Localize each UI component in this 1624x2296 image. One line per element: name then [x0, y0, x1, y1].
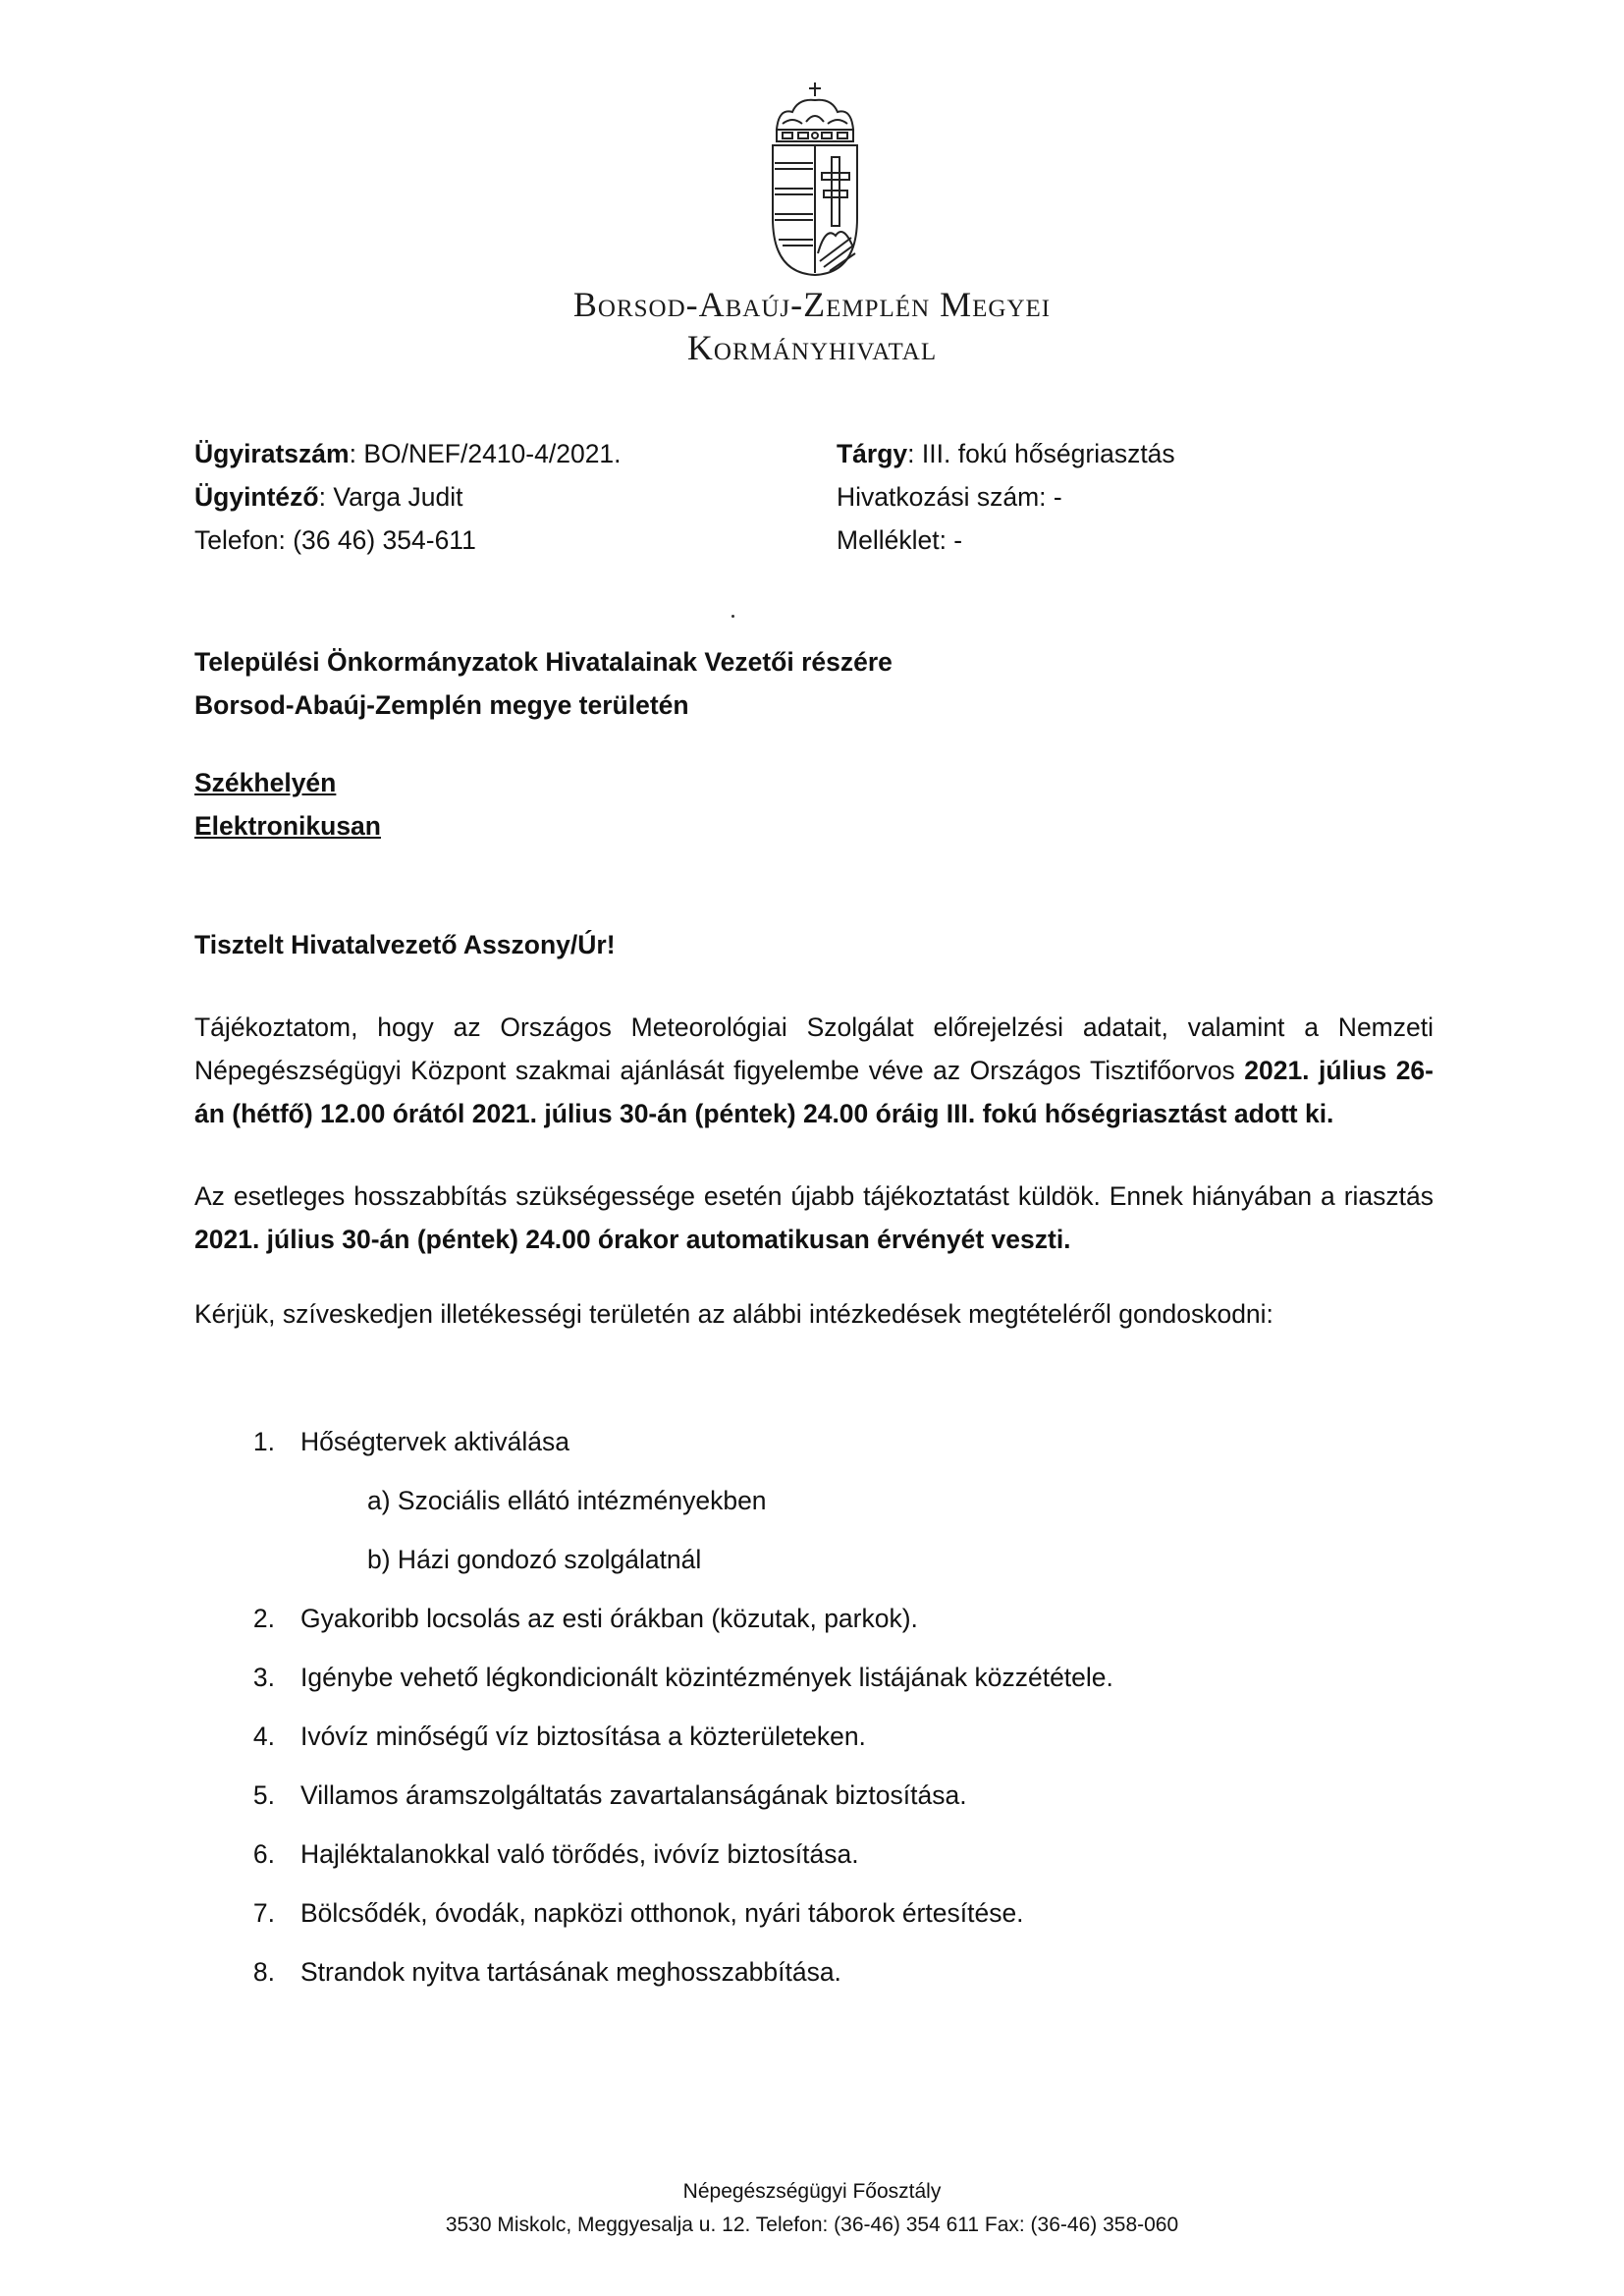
- list-item-number: 6.: [252, 1839, 275, 1869]
- paragraph-extension: [194, 1175, 1434, 1261]
- list-item-number: 5.: [252, 1780, 275, 1810]
- paragraph-notice-text: Tájékoztatom, hogy az Országos Meteorológiai Szolgálat előrejelzési adatait, valamint a Nemzeti Népegészségügyi Központ szakmai ajánlását figyelembe véve az Országos Tisztifőorvos: [194, 1012, 1434, 1085]
- list-item-text: Hajléktalanokkal való törődés, ivóvíz biztosítása.: [300, 1839, 859, 1869]
- subject-value: III. fokú hőségriasztás: [921, 439, 1175, 468]
- scan-speck: [731, 615, 734, 618]
- list-item-number: 1.: [252, 1427, 275, 1456]
- list-item-text: Bölcsődék, óvodák, napközi otthonok, nyári táborok értesítése.: [300, 1898, 1024, 1928]
- list-item-text: Gyakoribb locsolás az esti órákban (közutak, parkok).: [300, 1604, 918, 1633]
- phone-value: (36 46) 354-611: [293, 525, 476, 555]
- officer-label: Ügyintéző: [194, 482, 319, 512]
- paragraph-extension-bold: 2021. július 30-án (péntek) 24.00 órakor automatikusan érvényét veszti.: [194, 1225, 1071, 1254]
- list-item-number: 2.: [252, 1604, 275, 1633]
- delivery-line-1: Székhelyén: [194, 768, 337, 797]
- addressee: [194, 640, 893, 727]
- office-title: [0, 283, 1624, 369]
- case-number-value: BO/NEF/2410-4/2021.: [363, 439, 622, 468]
- salutation: Tisztelt Hivatalvezető Asszony/Úr!: [194, 930, 616, 959]
- office-title-line-2: Kormányhivatal: [686, 328, 938, 367]
- officer-row: Ügyintéző: Varga Judit: [194, 482, 463, 512]
- delivery-method: [194, 761, 381, 847]
- phone-row: [194, 519, 622, 562]
- paragraph-extension-text: Az esetleges hosszabbítás szükségessége esetén újabb tájékoztatást küldök. Ennek hiányában a riasztás: [194, 1181, 1434, 1211]
- delivery-line-2: Elektronikusan: [194, 811, 381, 841]
- reference-left: [194, 432, 622, 562]
- footer-department: Népegészségügyi Főosztály: [682, 2180, 942, 2203]
- subject-label: Tárgy: [837, 439, 908, 468]
- case-number-row: Ügyiratszám: BO/NEF/2410-4/2021.: [194, 439, 622, 468]
- subject-row: Tárgy: III. fokú hőségriasztás: [837, 439, 1175, 468]
- sub-list-item-text: b) Házi gondozó szolgálatnál: [367, 1545, 702, 1574]
- addressee-line-2: Borsod-Abaúj-Zemplén megye területén: [194, 690, 689, 720]
- list-item-text: Ivóvíz minőségű víz biztosítása a közterületeken.: [300, 1722, 866, 1751]
- attachment: Melléklet: -: [837, 525, 963, 555]
- list-item-text: Igénybe vehető légkondicionált közintézmények listájának közzététele.: [300, 1663, 1113, 1692]
- sub-list-item-text: a) Szociális ellátó intézményekben: [367, 1486, 767, 1515]
- list-item-number: 7.: [252, 1898, 275, 1928]
- reference-number: Hivatkozási szám: -: [837, 482, 1062, 512]
- footer-contact: 3530 Miskolc, Meggyesalja u. 12. Telefon: (36-46) 354 611 Fax: (36-46) 358-060: [445, 2214, 1179, 2236]
- list-item-number: 4.: [252, 1722, 275, 1751]
- coat-of-arms-icon: [769, 81, 861, 277]
- list-item-number: 3.: [252, 1663, 275, 1692]
- reference-right: [837, 432, 1175, 562]
- phone-label: Telefon:: [194, 525, 286, 555]
- list-item-text: Strandok nyitva tartásának meghosszabbítása.: [300, 1957, 841, 1987]
- addressee-line-1: Települési Önkormányzatok Hivatalainak Vezetői részére: [194, 647, 893, 677]
- list-item-number: 8.: [252, 1957, 275, 1987]
- paragraph-notice-bold: 2021. július 26-án (hétfő) 12.00 órától 2021. július 30-án (péntek) 24.00 óráig III. fokú hőségriasztást adott ki.: [194, 1056, 1434, 1128]
- paragraph-request: Kérjük, szíveskedjen illetékességi területén az alábbi intézkedések megtételéről gondoskodni:: [194, 1299, 1273, 1329]
- list-item-text: Hőségtervek aktiválása: [300, 1427, 569, 1456]
- footer: [0, 2175, 1624, 2242]
- office-title-line-1: Borsod-Abaúj-Zemplén Megyei: [572, 285, 1052, 324]
- case-number-label: Ügyiratszám: [194, 439, 350, 468]
- officer-value: Varga Judit: [333, 482, 463, 512]
- list-item-text: Villamos áramszolgáltatás zavartalanságának biztosítása.: [300, 1780, 967, 1810]
- paragraph-notice: [194, 1006, 1434, 1135]
